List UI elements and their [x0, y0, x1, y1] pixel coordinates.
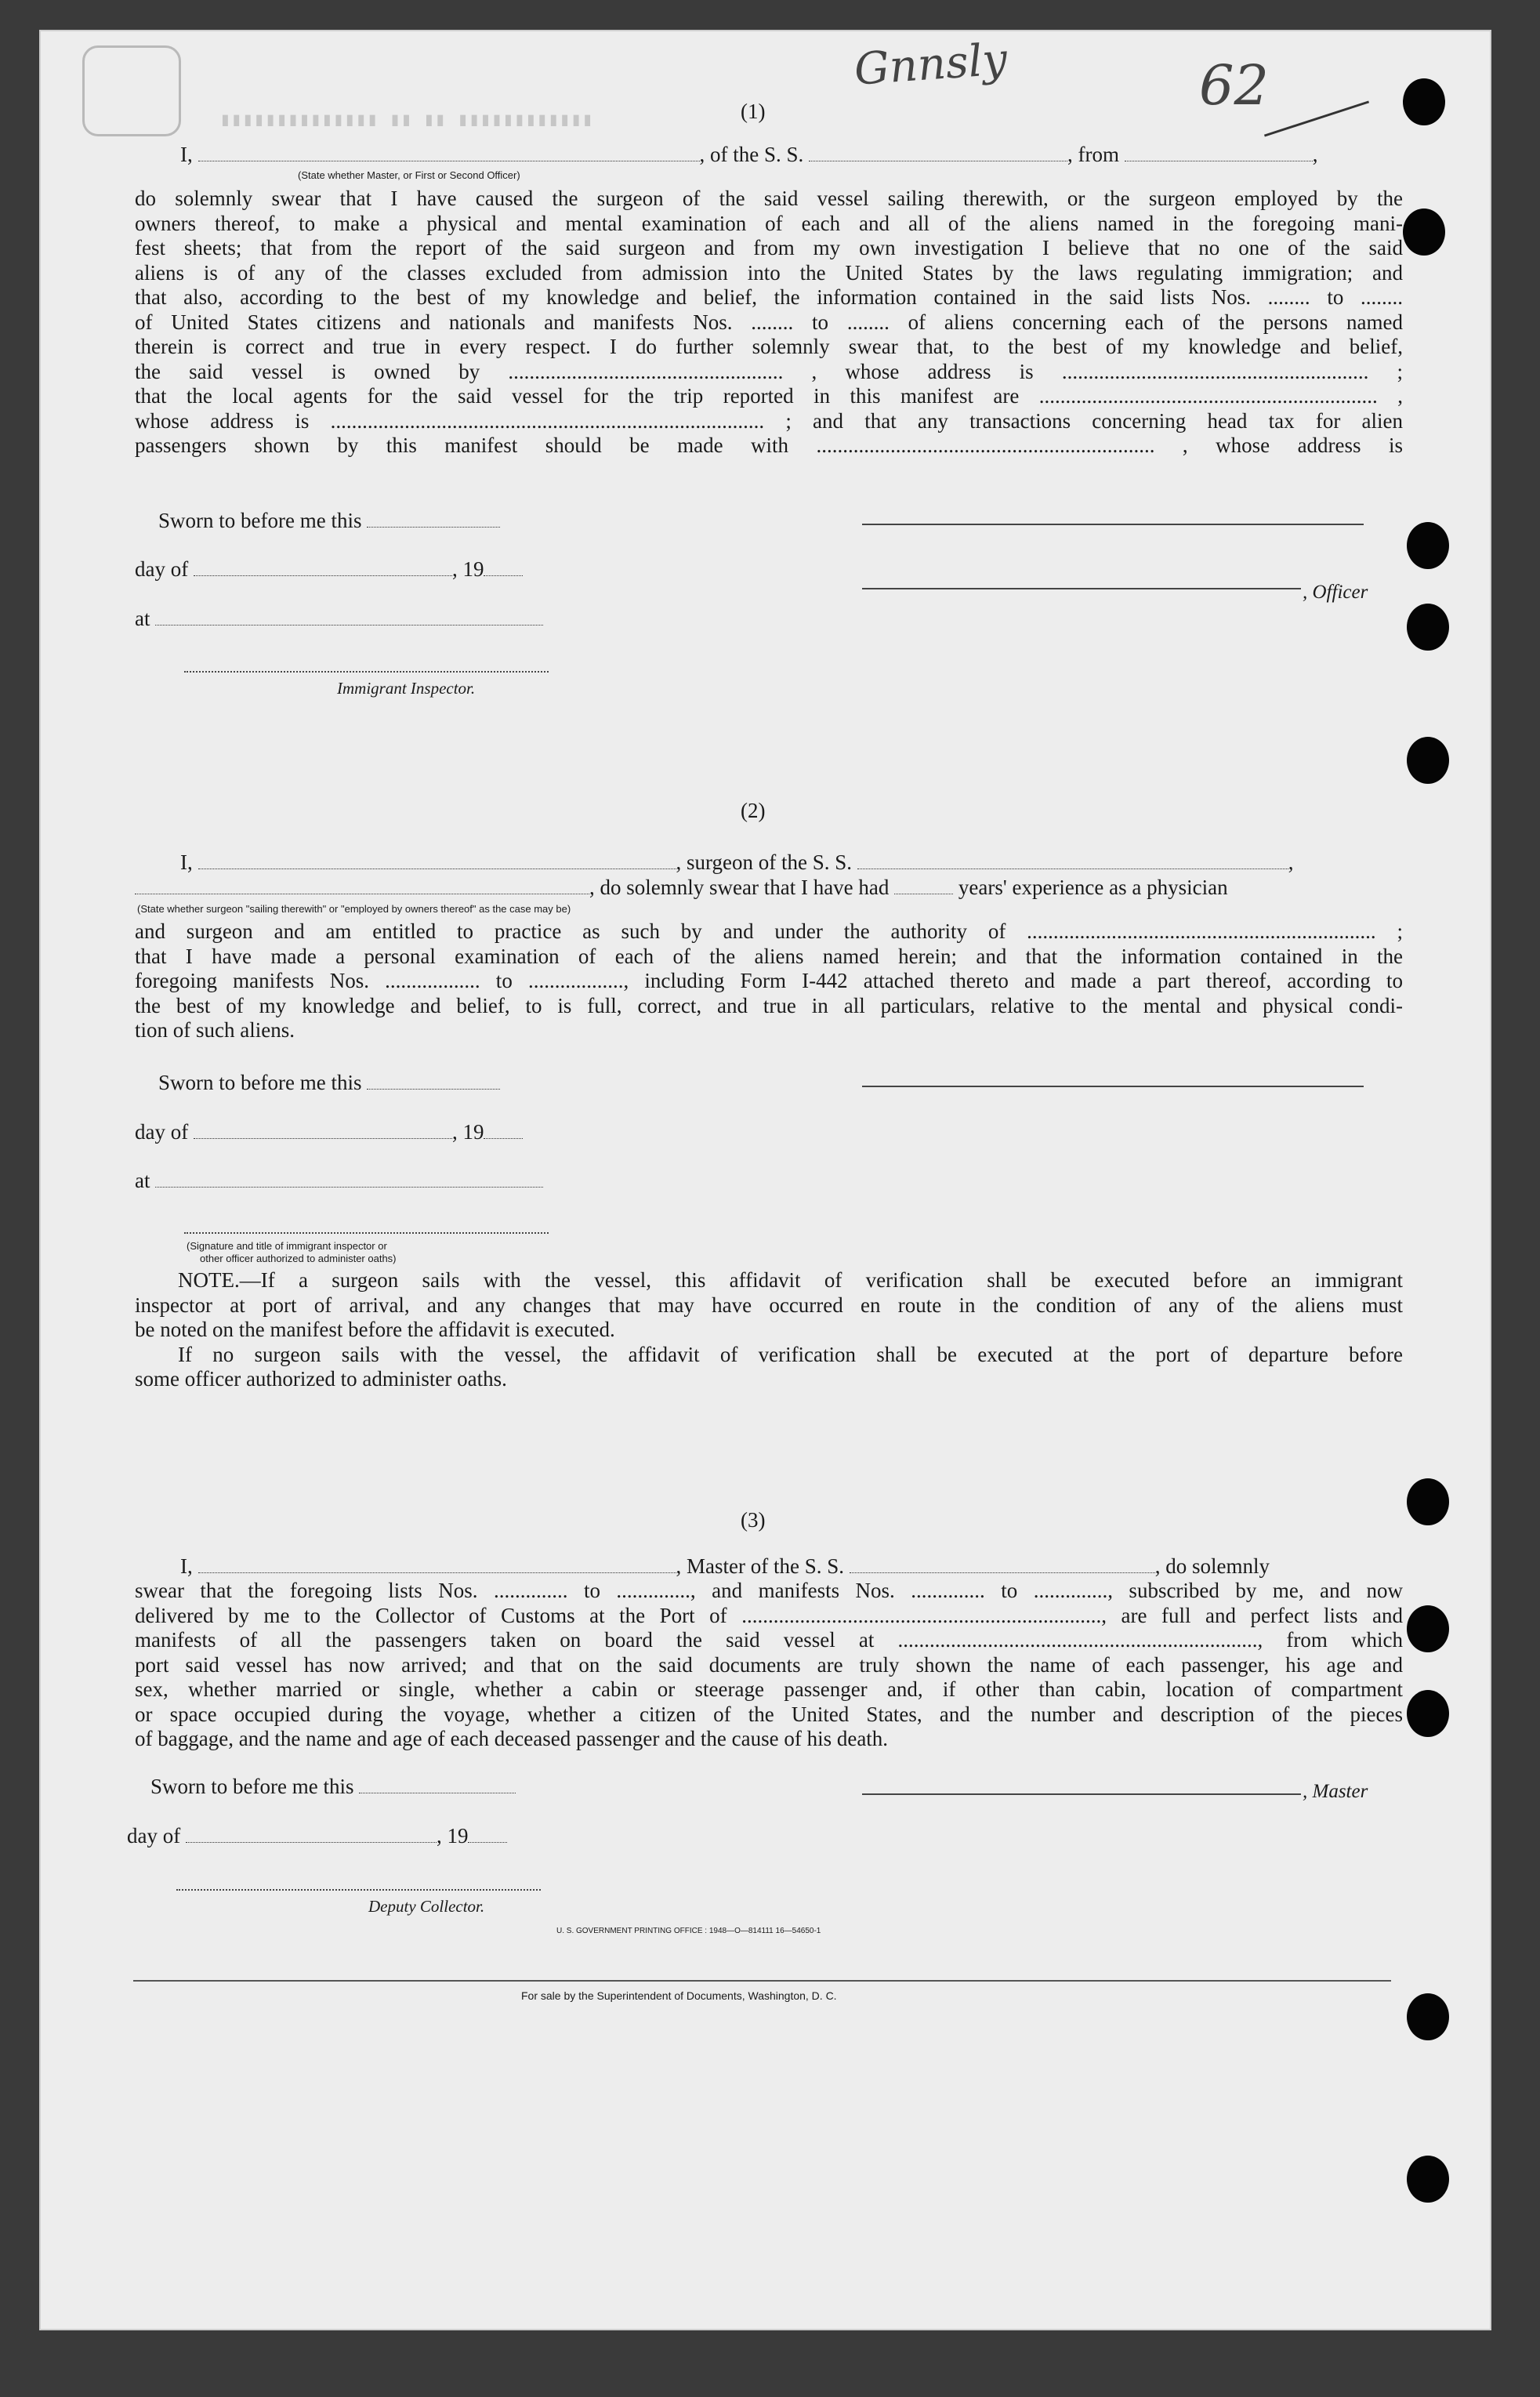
officer-signature-line	[862, 588, 1301, 589]
section-2-state-caption: (State whether surgeon "sailing therewith" or "employed by owners thereof" as the case may be)	[137, 903, 571, 915]
officer-label: , Officer	[1303, 582, 1368, 603]
footer-rule	[133, 1980, 1391, 1982]
punch-hole	[1407, 522, 1449, 569]
manifest-affidavit-page	[39, 30, 1491, 2330]
punch-hole	[1407, 2156, 1449, 2203]
section-2-paragraph: and surgeon and am entitled to practice as such by and under the authority of .................................................................. ; that I have made a personal examination of each of the aliens named herein; and that the information contained in the foregoing manifests Nos. .................. to .................., including Form I-442 attached thereto and made a part thereof, according to the best of my knowledge and belief, to is full, correct, and true in all particulars, relative to the mental and physical condi- tion of such aliens.	[135, 919, 1403, 1042]
sig-caption-2: other officer authorized to administer oaths)	[200, 1253, 397, 1264]
printing-office-line: U. S. GOVERNMENT PRINTING OFFICE : 1948—O—814111 16—54650-1	[556, 1927, 821, 1935]
punch-hole	[1407, 1690, 1449, 1737]
section-2-line-1: I, , surgeon of the S. S. ,	[180, 850, 1294, 874]
collector-signature-line	[176, 1889, 541, 1891]
section-1-at: at	[135, 606, 543, 631]
section-1-line-1: I, , of the S. S. , from ,	[180, 143, 1318, 166]
section-3-sworn: Sworn to before me this	[150, 1774, 516, 1799]
handwritten-underline-stroke	[1264, 100, 1369, 136]
deputy-collector-label: Deputy Collector.	[368, 1897, 485, 1916]
punch-hole	[1407, 1478, 1449, 1525]
punch-hole	[1407, 1993, 1449, 2040]
section-1-paragraph: do solemnly swear that I have caused the surgeon of the said vessel sailing therewith, or the surgeon employed by the owners thereof, to make a physical and mental examination of each and all of the aliens named in the foregoing mani- fest sheets; that from the report of the said surgeon and from my own investigation I believe that no one of the said aliens is of any of the classes excluded from admission into the United States by the laws regulating immigration; and that also, according to the best of my knowledge and belief, the information contained in the said lists Nos. ........ to ........ of United States citizens and nationals and manifests Nos. ........ to ........ of aliens concerning each of the persons named therein is correct and true in every respect. I do further solemnly swear that, to the best of my knowledge and belief, the said vessel is owned by .................................................... , whose address is .......................................................... ; that the local agents for the said vessel for the trip reported in this manifest are ................................................................ , whose address is .................................................................................. ; and that any transactions concerning head tax for alien passengers shown by this manifest should be made with ................................................................ , whose address is	[135, 187, 1403, 457]
bleed-through-text: ▮▮▮▮▮▮▮▮▮▮▮▮ ▮▮ ▮▮ ▮▮▮▮▮▮▮▮▮▮▮▮▮▮	[219, 111, 593, 132]
punch-hole	[1403, 209, 1445, 256]
sig-caption-1: (Signature and title of immigrant inspector or	[187, 1240, 387, 1252]
section-2-at: at	[135, 1168, 543, 1193]
oath-officer-signature-line	[184, 1232, 549, 1234]
note-paragraph: NOTE.—If a surgeon sails with the vessel, this affidavit of verification shall be executed before an immigrant inspector at port of arrival, and any changes that may have occurred en route in the condition of any of the aliens must be noted on the manifest before the affidavit is executed. If no surgeon sails with the vessel, the affidavit of verification shall be executed at the port of departure before some officer authorized to administer oaths.	[135, 1268, 1403, 1391]
section-1-number: (1)	[741, 100, 766, 123]
immigrant-inspector-label: Immigrant Inspector.	[337, 679, 476, 698]
punch-hole	[1407, 604, 1449, 651]
section-3-day-of: day of , 19	[127, 1823, 507, 1848]
punch-hole	[1403, 78, 1445, 125]
for-sale-line: For sale by the Superintendent of Documents, Washington, D. C.	[521, 1989, 837, 2002]
section-1-state-caption: (State whether Master, or First or Second Officer)	[298, 169, 520, 181]
section-2-day-of: day of , 19	[135, 1119, 523, 1144]
punch-hole	[1407, 1605, 1449, 1652]
section-2-sworn: Sworn to before me this	[158, 1070, 500, 1095]
master-label: , Master	[1303, 1781, 1368, 1802]
section-2-line-2: , do solemnly swear that I have had years' experience as a physician	[135, 875, 1403, 900]
corner-stamp-mark	[82, 45, 181, 136]
handwritten-page-number: 62	[1199, 53, 1270, 118]
section-1-sworn: Sworn to before me this	[158, 508, 500, 533]
handwritten-surname: Gnnsly	[852, 34, 1009, 96]
inspector-signature-line	[184, 671, 549, 673]
section-3-number: (3)	[741, 1508, 766, 1532]
section-2-number: (2)	[741, 799, 766, 822]
section-1-day-of: day of , 19	[135, 557, 523, 582]
section-3-line-1: I, , Master of the S. S. , do solemnly	[180, 1554, 1270, 1578]
officer-signature-line-top	[862, 524, 1364, 525]
section-3-paragraph: swear that the foregoing lists Nos. .............. to .............., and manifests Nos. .............. to .............., subscribed by me, and now delivered by me to the Collector of Customs at the Port of ...................................................................., are full and perfect lists and manifests of all the passengers taken on board the said vessel at ...................................................................., from which port said vessel has now arrived; and that on the said documents are truly shown the name of each passenger, his age and sex, whether married or single, whether a cabin or steerage passenger and, if other than cabin, location of compartment or space occupied during the voyage, whether a citizen of the United States, and the number and description of the pieces of baggage, and the name and age of each deceased passenger and the cause of his death.	[135, 1579, 1403, 1750]
surgeon-signature-line	[862, 1086, 1364, 1087]
punch-hole	[1407, 737, 1449, 784]
master-signature-line	[862, 1793, 1301, 1795]
